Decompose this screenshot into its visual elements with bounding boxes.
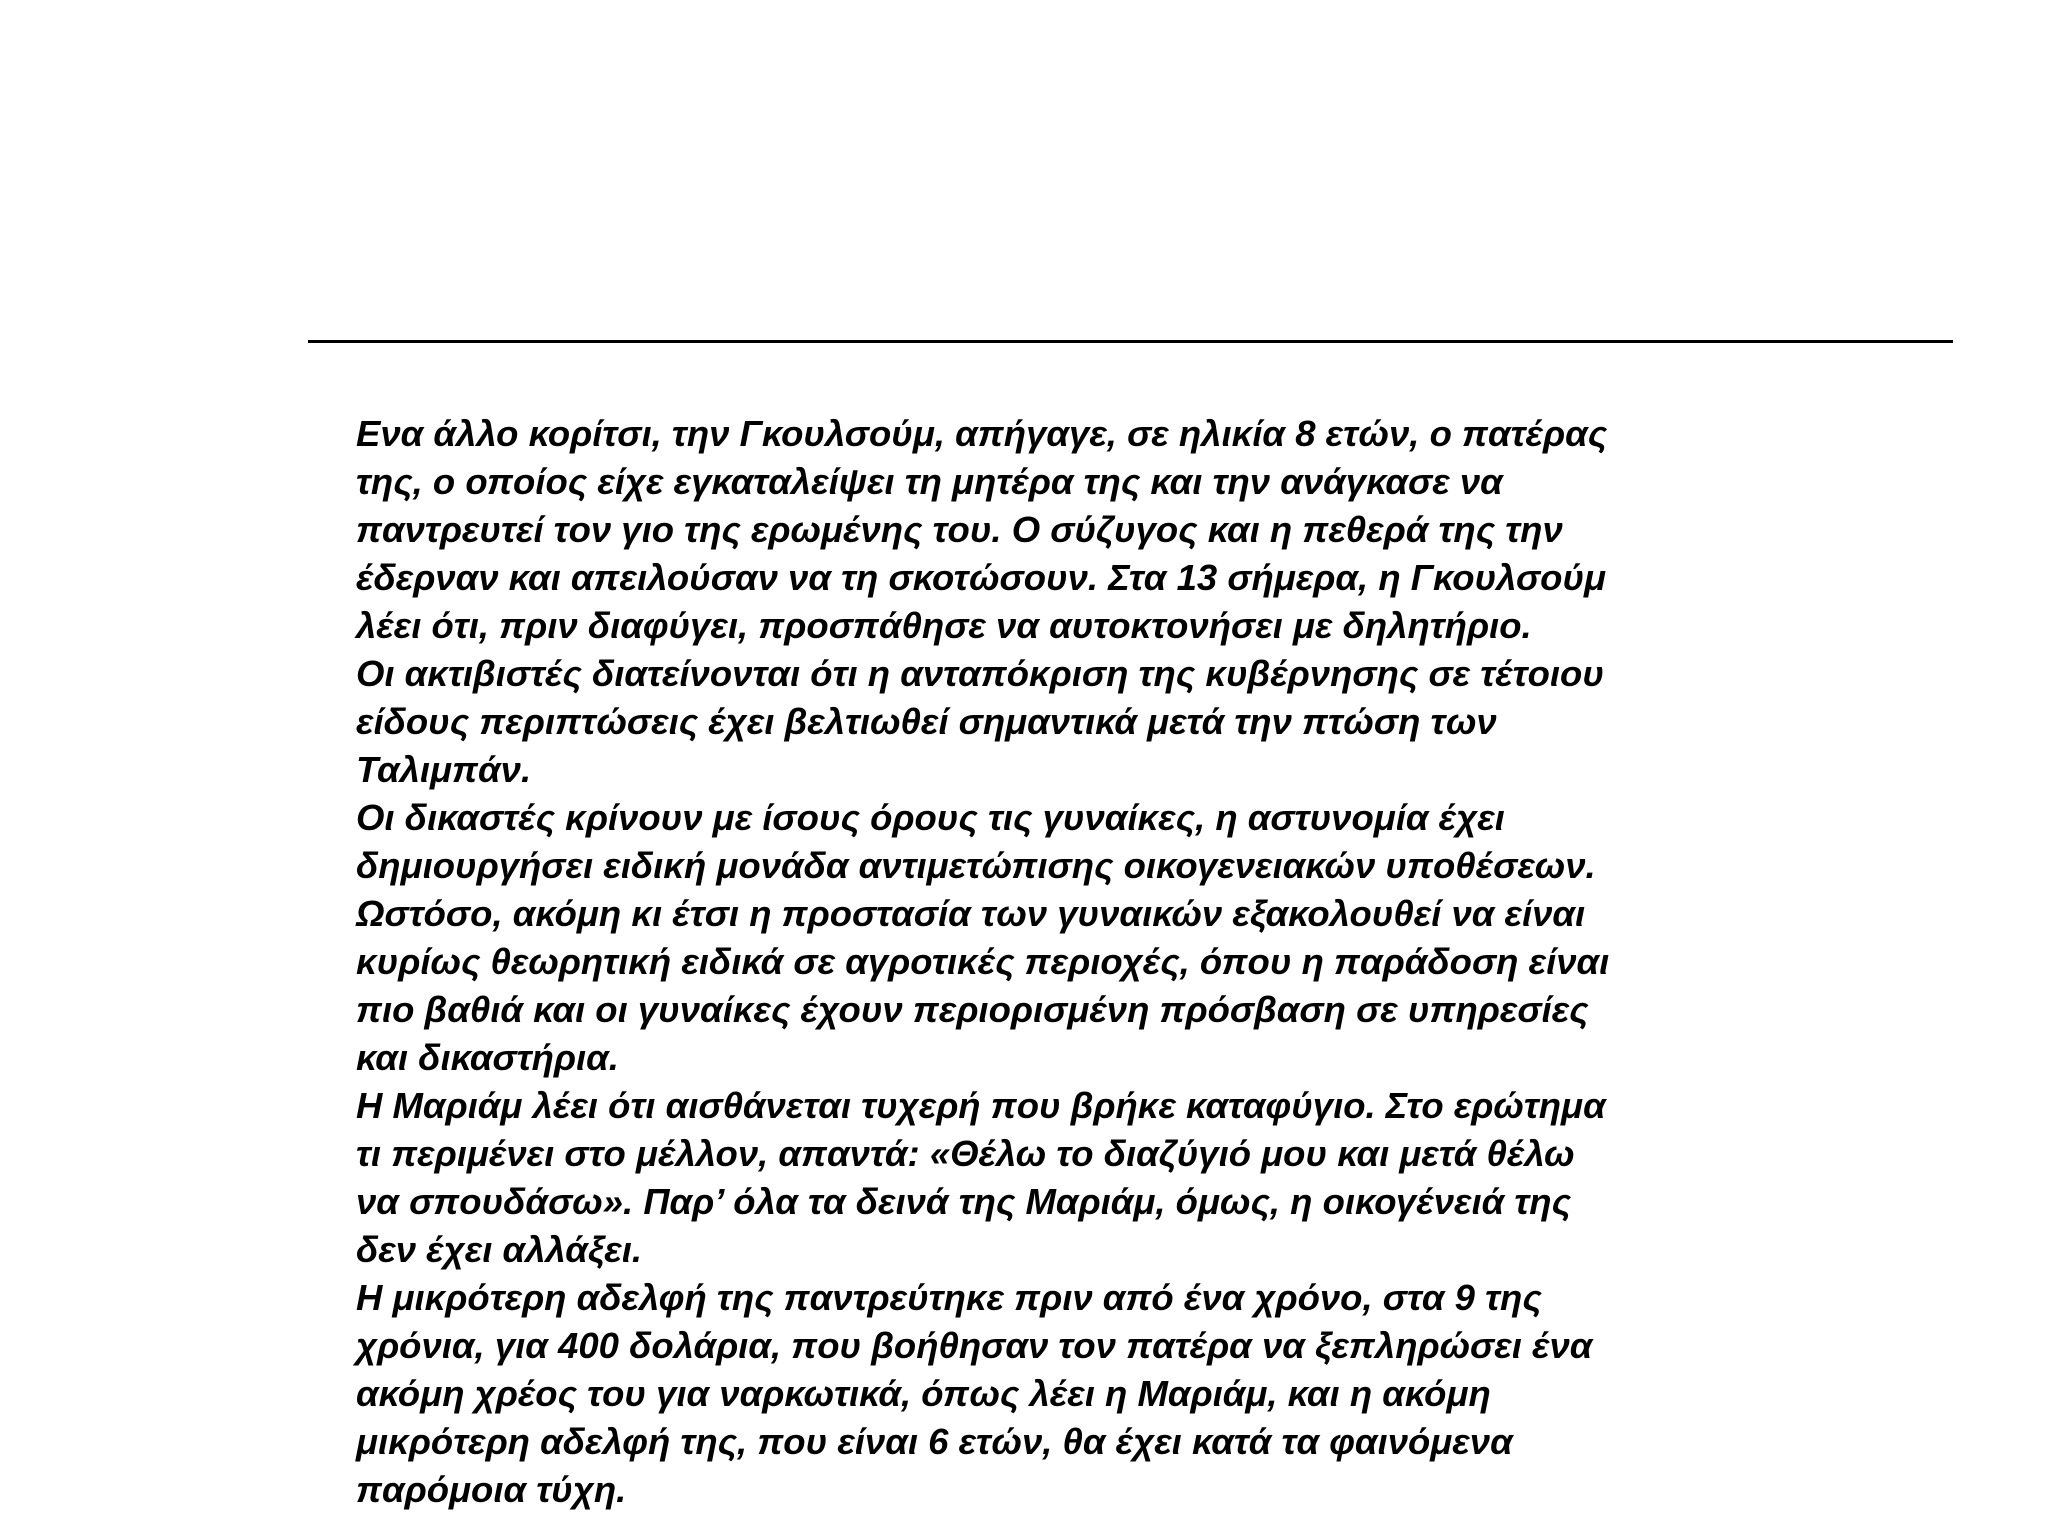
text-line: έδερναν και απειλούσαν να τη σκοτώσουν. Στα 13 σήμερα, η Γκουλσούμ: [356, 557, 1607, 598]
text-line: παντρευτεί τον γιο της ερωμένης του. Ο σύζυγος και η πεθερά της την: [356, 509, 1563, 550]
text-line: κυρίως θεωρητική ειδικά σε αγροτικές περιοχές, όπου η παράδοση είναι: [356, 941, 1610, 982]
text-line: Ενα άλλο κορίτσι, την Γκουλσούμ, απήγαγε, σε ηλικία 8 ετών, ο πατέρας: [356, 413, 1608, 454]
text-line: δεν έχει αλλάξει.: [356, 1229, 642, 1270]
text-line: της, ο οποίος είχε εγκαταλείψει τη μητέρα της και την ανάγκασε να: [356, 461, 1503, 502]
text-line: να σπουδάσω». Παρ’ όλα τα δεινά της Μαριάμ, όμως, η οικογένειά της: [356, 1181, 1572, 1222]
title-divider-line: [308, 340, 1953, 343]
text-line: χρόνια, για 400 δολάρια, που βοήθησαν τον πατέρα να ξεπληρώσει ένα: [356, 1325, 1593, 1366]
text-line: και δικαστήρια.: [356, 1037, 619, 1078]
text-line: Οι ακτιβιστές διατείνονται ότι η ανταπόκριση της κυβέρνησης σε τέτοιου: [356, 653, 1604, 694]
text-line: ακόμη χρέος του για ναρκωτικά, όπως λέει η Μαριάμ, και η ακόμη: [356, 1373, 1491, 1414]
text-line: μικρότερη αδελφή της, που είναι 6 ετών, θα έχει κατά τα φαινόμενα: [356, 1421, 1513, 1462]
text-line: παρόμοια τύχη.: [356, 1469, 627, 1510]
text-line: Ωστόσο, ακόμη κι έτσι η προστασία των γυναικών εξακολουθεί να είναι: [356, 893, 1586, 934]
text-line: Η Μαριάμ λέει ότι αισθάνεται τυχερή που βρήκε καταφύγιο. Στο ερώτημα: [356, 1085, 1606, 1126]
text-line: είδους περιπτώσεις έχει βελτιωθεί σημαντικά μετά την πτώση των: [356, 701, 1497, 742]
text-line: λέει ότι, πριν διαφύγει, προσπάθησε να αυτοκτονήσει με δηλητήριο.: [356, 605, 1532, 646]
text-line: δημιουργήσει ειδική μονάδα αντιμετώπισης οικογενειακών υποθέσεων.: [356, 845, 1596, 886]
text-line: Οι δικαστές κρίνουν με ίσους όρους τις γυναίκες, η αστυνομία έχει: [356, 797, 1505, 838]
text-line: πιο βαθιά και οι γυναίκες έχουν περιορισμένη πρόσβαση σε υπηρεσίες: [356, 989, 1589, 1030]
text-line: Ταλιμπάν.: [356, 749, 532, 790]
slide-body-text: [356, 410, 1776, 1514]
text-line: Η μικρότερη αδελφή της παντρεύτηκε πριν από ένα χρόνο, στα 9 της: [356, 1277, 1542, 1318]
text-line: τι περιμένει στο μέλλον, απαντά: «Θέλω το διαζύγιό μου και μετά θέλω: [356, 1133, 1575, 1174]
